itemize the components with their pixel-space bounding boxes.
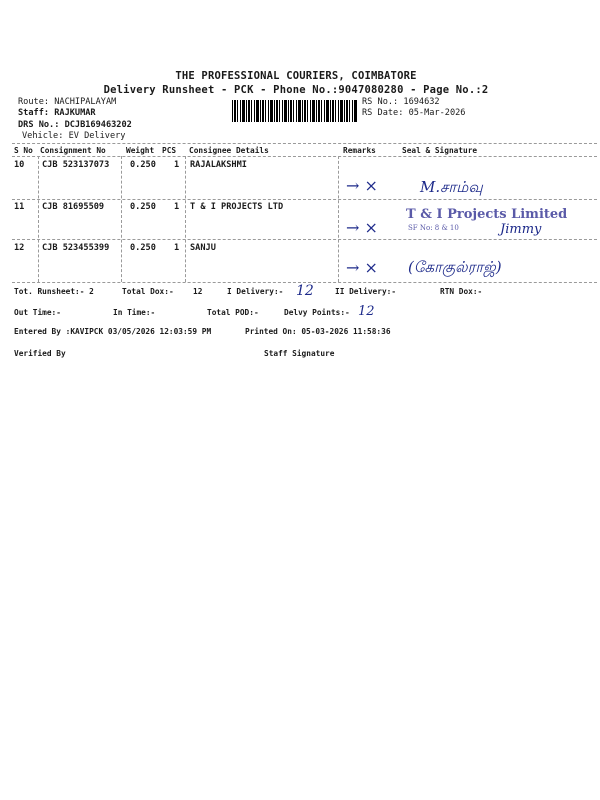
row-sno: 10 <box>14 160 25 170</box>
row-pcs: 1 <box>174 160 180 170</box>
handwritten-mark: → × <box>346 218 378 237</box>
rtn-dox-label: RTN Dox:- <box>440 287 483 296</box>
handwritten-signature: M.சாம்வு <box>420 178 483 196</box>
col-divider <box>38 156 39 282</box>
row-consignee: SANJU <box>190 243 216 253</box>
runsheet-title: Delivery Runsheet - PCK - Phone No.:9047080280 - Page No.:2 <box>103 84 489 96</box>
row-pcs: 1 <box>174 243 180 253</box>
handwritten-signature: (கோகுல்ராஜ்) <box>408 258 502 276</box>
table-header-rule <box>12 156 597 157</box>
row-rule <box>12 239 597 240</box>
company-stamp: T & I Projects Limited <box>406 207 568 222</box>
tot-runsheet: Tot. Runsheet:- 2 <box>14 287 94 296</box>
total-dox-label: Total Dox:- <box>122 287 174 296</box>
row-sno: 11 <box>14 202 25 212</box>
company-title: THE PROFESSIONAL COURIERS, COIMBATORE <box>175 70 417 82</box>
in-time-label: In Time:- <box>113 308 156 317</box>
i-delivery-handwritten: 12 <box>296 283 314 299</box>
barcode <box>232 100 358 122</box>
col-divider <box>185 156 186 282</box>
col-header-consignee: Consignee Details <box>189 146 269 155</box>
drs-number: DRS No.: DCJB169463202 <box>18 120 132 130</box>
printed-on: Printed On: 05-03-2026 11:58:36 <box>245 327 391 336</box>
row-weight: 0.250 <box>130 160 156 170</box>
row-consignment: CJB 523137073 <box>42 160 110 170</box>
col-header-consignment: Consignment No <box>40 146 106 155</box>
total-dox-value: 12 <box>193 287 203 296</box>
route-text: Route: NACHIPALAYAM <box>18 97 117 107</box>
total-pod-label: Total POD:- <box>207 308 259 317</box>
row-weight: 0.250 <box>130 243 156 253</box>
entered-by: Entered By :KAVIPCK 03/05/2026 12:03:59 PM <box>14 327 212 336</box>
staff-signature-label: Staff Signature <box>264 349 335 358</box>
col-divider <box>338 156 339 282</box>
row-consignee: RAJALAKSHMI <box>190 160 247 170</box>
vehicle-text: Vehicle: EV Delivery <box>22 131 126 141</box>
handwritten-mark: → × <box>346 258 378 277</box>
row-consignment: CJB 523455399 <box>42 243 110 253</box>
row-pcs: 1 <box>174 202 180 212</box>
col-header-sno: S No <box>14 146 33 155</box>
stamp-subtext: SF No: 8 & 10 <box>408 224 459 232</box>
col-header-seal: Seal & Signature <box>402 146 478 155</box>
delvy-points-label: Delvy Points:- <box>284 308 350 317</box>
row-weight: 0.250 <box>130 202 156 212</box>
staff-text: Staff: RAJKUMAR <box>18 108 96 118</box>
ii-delivery-label: II Delivery:- <box>335 287 397 296</box>
handwritten-signature: Jimmy <box>500 222 542 237</box>
rs-date: RS Date: 05-Mar-2026 <box>362 108 466 118</box>
col-divider <box>121 156 122 282</box>
row-sno: 12 <box>14 243 25 253</box>
verified-by: Verified By <box>14 349 66 358</box>
table-top-rule <box>12 143 597 144</box>
handwritten-mark: → × <box>346 176 378 195</box>
i-delivery-label: I Delivery:- <box>227 287 284 296</box>
row-rule <box>12 199 597 200</box>
col-header-remarks: Remarks <box>343 146 376 155</box>
row-consignee: T & I PROJECTS LTD <box>190 202 284 212</box>
delvy-points-handwritten: 12 <box>358 304 375 319</box>
col-header-weight: Weight <box>126 146 155 155</box>
out-time-label: Out Time:- <box>14 308 61 317</box>
row-consignment: CJB 81695509 <box>42 202 105 212</box>
col-header-pcs: PCS <box>162 146 177 155</box>
rs-number: RS No.: 1694632 <box>362 97 440 107</box>
